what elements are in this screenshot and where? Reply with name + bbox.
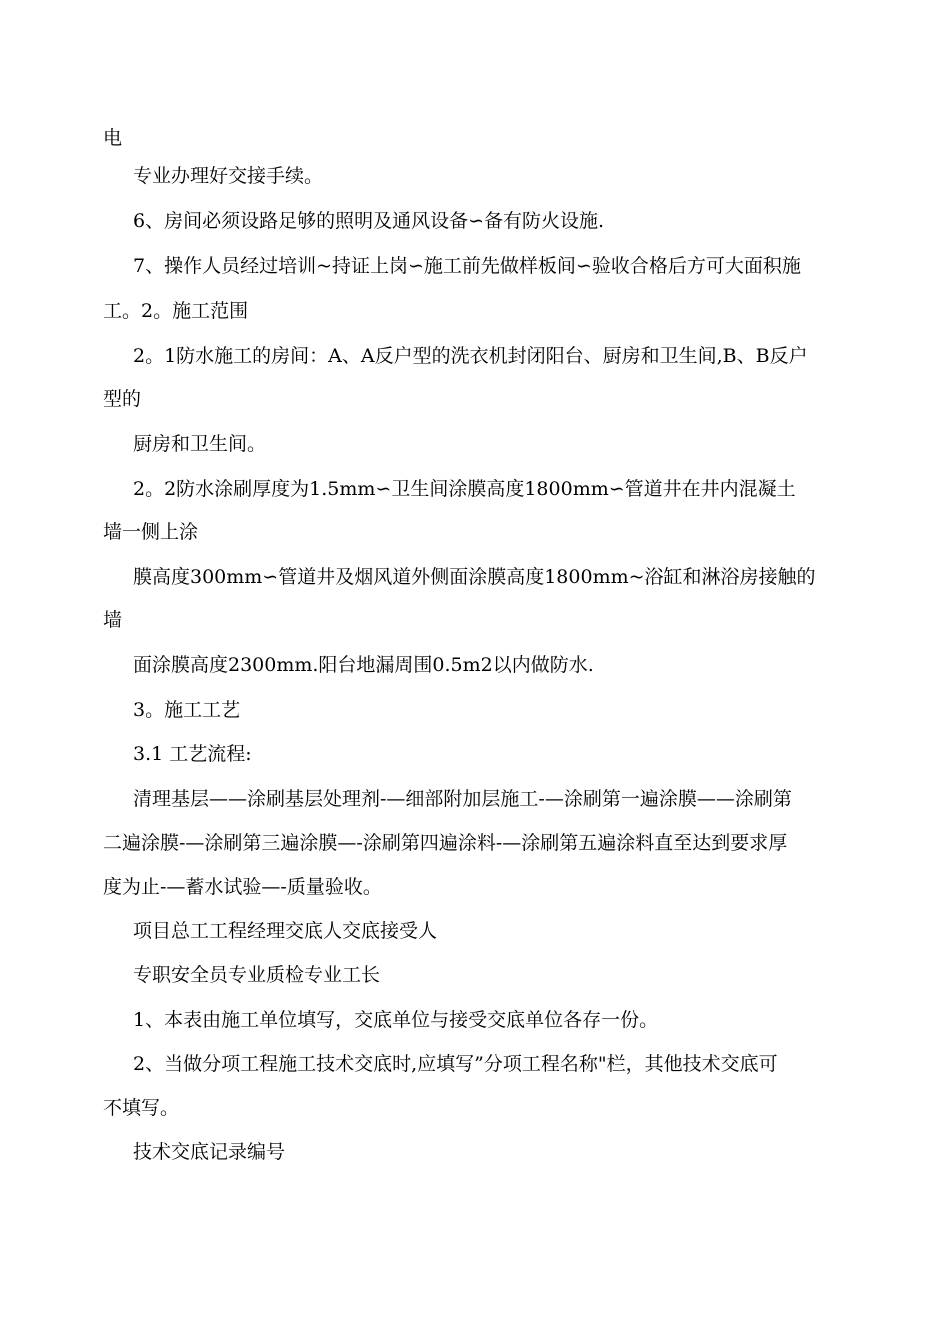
text-line: 工。2。施工范围 bbox=[103, 300, 249, 322]
text-line: 墙一侧上涂 bbox=[103, 521, 199, 543]
text-line: 技术交底记录编号 bbox=[133, 1141, 286, 1163]
text-line: 3.1 工艺流程: bbox=[133, 743, 252, 765]
text-line: 不填写。 bbox=[103, 1097, 180, 1119]
text-line: 2、当做分项工程施工技术交底时,应填写”分项工程名称"栏，其他技术交底可 bbox=[133, 1053, 778, 1075]
text-line: 项目总工工程经理交底人交底接受人 bbox=[133, 920, 438, 942]
text-line: 专职安全员专业质检专业工长 bbox=[133, 964, 381, 986]
text-line: 2。2防水涂刷厚度为1.5mm∽卫生间涂膜高度1800mm∽管道井在井内混凝土 bbox=[133, 478, 796, 500]
text-line: 厨房和卫生间。 bbox=[133, 433, 267, 455]
text-line: 二遍涂膜-—涂刷第三遍涂膜—-涂刷第四遍涂料-—涂刷第五遍涂料直至达到要求厚 bbox=[103, 832, 788, 854]
text-line: 面涂膜高度2300mm.阳台地漏周围0.5m2以内做防水. bbox=[133, 654, 594, 676]
text-line: 6、房间必须设路足够的照明及通风设备∽备有防火设施. bbox=[133, 210, 605, 232]
text-line: 电 bbox=[103, 127, 123, 149]
text-line: 3。施工工艺 bbox=[133, 699, 241, 721]
text-line: 专业办理好交接手续。 bbox=[133, 165, 324, 187]
text-line: 1、本表由施工单位填写，交底单位与接受交底单位各存一份。 bbox=[133, 1009, 659, 1031]
text-line: 2。1防水施工的房间：A、A反户型的洗衣机封闭阳台、厨房和卫生间,B、B反户 bbox=[133, 345, 808, 367]
text-line: 型的 bbox=[103, 388, 142, 410]
text-line: 7、操作人员经过培训~持证上岗∽施工前先做样板间∽验收合格后方可大面积施 bbox=[133, 255, 801, 277]
text-line: 膜高度300mm∽管道井及烟风道外侧面涂膜高度1800mm~浴缸和淋浴房接触的 bbox=[133, 566, 816, 588]
text-line: 度为止-—蓄水试验—-质量验收。 bbox=[103, 876, 382, 898]
text-line: 清理基层——涂刷基层处理剂-—细部附加层施工-—涂刷第一遍涂膜——涂刷第 bbox=[133, 788, 792, 810]
text-line: 墙 bbox=[103, 609, 123, 631]
